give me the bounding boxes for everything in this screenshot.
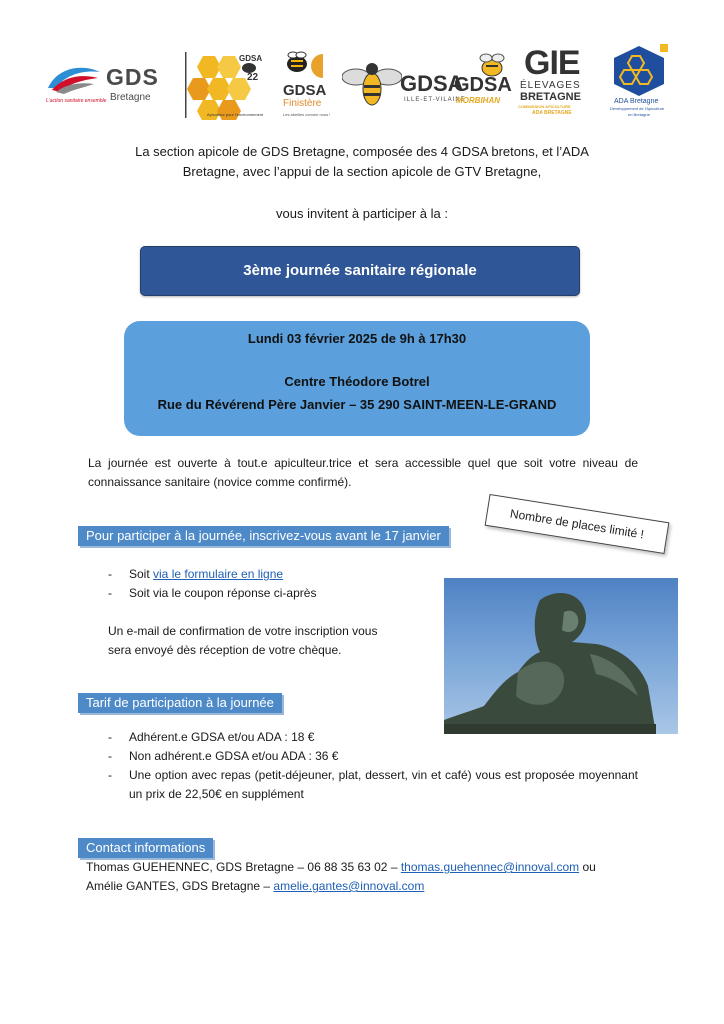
limited-places-stamp: Nombre de places limité !	[485, 494, 670, 554]
gds-bretagne-logo	[44, 58, 162, 108]
contact-line-1	[86, 858, 646, 877]
list-item: - Adhérent.e GDSA et/ou ADA : 18 €	[108, 728, 638, 747]
contact-block	[86, 858, 646, 896]
gdsa-finistere-sub: Finistère	[283, 98, 322, 109]
event-place: Centre Théodore Botrel	[284, 374, 430, 389]
ada-bretagne-logo	[604, 42, 674, 120]
gie-logo-line2: BRETAGNE	[520, 91, 581, 103]
thinker-statue-photo	[444, 578, 678, 734]
gdsa22-logo	[183, 50, 275, 120]
confirmation-line-2: sera envoyé dès réception de votre chèque.	[108, 643, 342, 657]
gdsa22-number: 22	[247, 72, 259, 83]
confirmation-line-1: Un e-mail de confirmation de votre inscription vous	[108, 624, 378, 638]
gdsa22-footer: Apiculteur pour l'environnement	[207, 112, 264, 117]
event-address: Rue du Révérend Père Janvier – 35 290 SAINT-MEEN-LE-GRAND	[157, 397, 557, 412]
contact-2-text: Amélie GANTES, GDS Bretagne –	[86, 879, 274, 893]
pricing-heading: Tarif de participation à la journée	[78, 693, 282, 713]
thinker-statue-image	[444, 578, 678, 734]
intro-line-2: Bretagne, avec l’appui de la section apicole de GTV Bretagne,	[182, 164, 542, 179]
confirmation-text	[108, 622, 428, 660]
option1-prefix: Soit	[129, 567, 154, 581]
gdsa-iv-name: GDSA	[400, 71, 464, 96]
gdsa-finistere-logo	[281, 50, 351, 122]
open-to-all-text: La journée est ouverte à tout.e apiculteur.trice et sera accessible quel que soit votre niveau de connaissance sanitaire (novice comme confirmé).	[88, 456, 638, 489]
event-title-banner: 3ème journée sanitaire régionale	[140, 246, 580, 296]
gds-logo-name: GDS	[106, 64, 159, 90]
gdsa22-label: GDSA	[239, 54, 263, 63]
gdsa-morbihan-logo	[452, 52, 522, 112]
contact-1-text: Thomas GUEHENNEC, GDS Bretagne – 06 88 35 63 02 –	[86, 860, 401, 874]
contact-line-2	[86, 877, 646, 896]
intro-line-1: La section apicole de GDS Bretagne, composée des 4 GDSA bretons, et l’ADA	[135, 144, 589, 159]
logo-row	[40, 40, 690, 120]
intro-line-3: vous invitent à participer à la :	[276, 206, 448, 221]
pricing-list	[108, 728, 638, 804]
gdsa-finistere-footer: Les abeilles comme nous !	[283, 112, 331, 117]
gds-logo-region: Bretagne	[110, 92, 151, 103]
gds-swoosh-icon	[44, 62, 102, 96]
list-item: - Soit via le coupon réponse ci-après	[108, 584, 638, 603]
bee-icon	[281, 50, 341, 84]
ada-logo-name: ADA Bretagne	[614, 98, 659, 105]
gdsa-finistere-name: GDSA	[283, 82, 327, 99]
gds-logo-tagline: L'action sanitaire ensemble	[46, 98, 107, 104]
gie-logo-mark: GIE	[524, 44, 580, 82]
gie-logo-line4: ADA BRETAGNE	[532, 110, 572, 116]
contact-2-email-link[interactable]: amelie.gantes@innoval.com	[273, 879, 425, 893]
gdsa-ille-et-vilaine-logo	[342, 55, 466, 115]
bee-icon	[342, 55, 402, 113]
event-date: Lundi 03 février 2025 de 9h à 17h30	[247, 331, 467, 346]
gdsa-56-name: GDSA	[454, 74, 512, 96]
gdsa-56-sub: MORBIHAN	[456, 96, 500, 105]
ada-logo-desc2: en Bretagne	[628, 112, 650, 117]
ada-logo-desc: Développement de l'Apiculture	[610, 106, 665, 111]
gie-logo-line1: ÉLEVAGES	[520, 80, 581, 91]
registration-heading: Pour participer à la journée, inscrivez-vous avant le 17 janvier	[78, 526, 449, 546]
gie-elevages-bretagne-logo	[518, 44, 600, 120]
list-item: - Une option avec repas (petit-déjeuner, plat, dessert, vin et café) vous est proposée moyennant un prix de 22,50€ en supplément	[108, 766, 638, 804]
contact-1-email-link[interactable]: thomas.guehennec@innoval.com	[400, 860, 580, 874]
contact-1-suffix: ou	[579, 860, 596, 874]
contact-heading: Contact informations	[78, 838, 213, 858]
ada-hexagon-icon	[604, 42, 674, 96]
gie-logo-line3: COMMISSION APICULTURE	[518, 104, 571, 109]
gdsa-iv-sub: ILLE-ET-VILAINE	[404, 97, 466, 103]
event-details-box	[124, 321, 590, 436]
online-form-link[interactable]: via le formulaire en ligne	[153, 567, 284, 581]
list-item: - Non adhérent.e GDSA et/ou ADA : 36 €	[108, 747, 638, 766]
